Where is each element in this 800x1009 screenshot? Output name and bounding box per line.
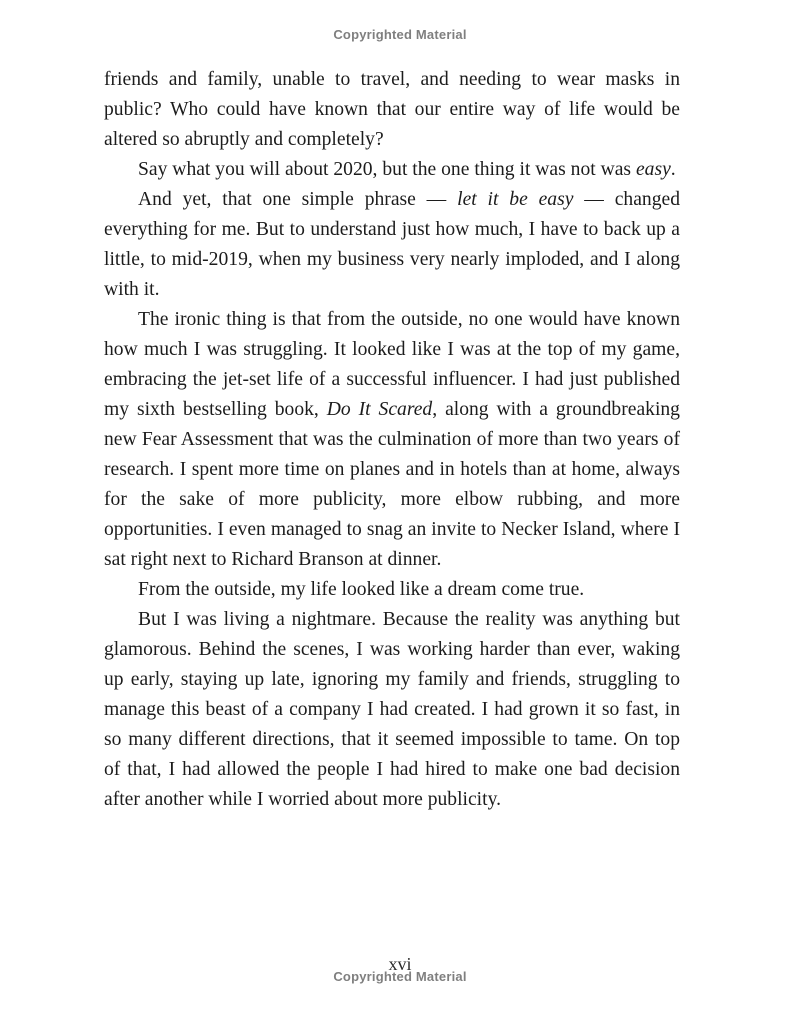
page-number: xvi (388, 954, 412, 974)
paragraph (104, 575, 680, 605)
copyright-notice-top: Copyrighted Material (333, 27, 467, 42)
paragraph (104, 185, 680, 305)
text-segment: But I was living a nightmare. Because the reality was anything but glamorous. Behind the scenes, I was working harder than ever, waking up early, staying up late, ignoring my family and friends, struggling to manage this beast of a company I had created. I had grown it so fast, in so many different directions, that it seemed impossible to tame. On top of that, I had allowed the people I had hired to make one bad decision after another while I worried about more publicity. (104, 609, 680, 810)
italic-text-segment: easy (635, 159, 671, 180)
paragraph (104, 305, 680, 575)
page-footer (0, 939, 800, 1009)
paragraph (104, 605, 680, 815)
text-segment: And yet, that one simple phrase — (138, 189, 458, 210)
paragraph (104, 65, 680, 155)
copyright-notice-bottom: Copyrighted Material (333, 969, 467, 984)
text-segment: , along with a groundbreaking new Fear Assessment that was the culmination of more than two years of research. I spent more time on planes and in hotels than at home, always for the sake of more publicity, more elbow rubbing, and more opportunities. I even managed to snag an invite to Necker Island, where I sat right next to Richard Branson at dinner. (104, 399, 680, 570)
paragraph (104, 155, 680, 185)
text-segment: Say what you will about 2020, but the one thing it was not was (138, 159, 636, 180)
text-segment: From the outside, my life looked like a dream come true. (138, 579, 585, 600)
italic-text-segment: Do It Scared (326, 399, 433, 420)
text-segment: — changed everything for me. But to understand just how much, I have to back up a little, to mid-2019, when my business very nearly imploded, and I along with it. (104, 189, 680, 300)
body-text (0, 65, 800, 815)
text-segment: . (670, 159, 676, 180)
italic-text-segment: let it be easy (457, 189, 574, 210)
text-segment: The ironic thing is that from the outside, no one would have known how much I was struggling. It looked like I was at the top of my game, embracing the jet-set life of a successful influencer. I had just published my sixth bestselling book, (104, 309, 680, 420)
text-segment: friends and family, unable to travel, and needing to wear masks in public? Who could have known that our entire way of life would be altered so abruptly and completely? (104, 69, 680, 150)
